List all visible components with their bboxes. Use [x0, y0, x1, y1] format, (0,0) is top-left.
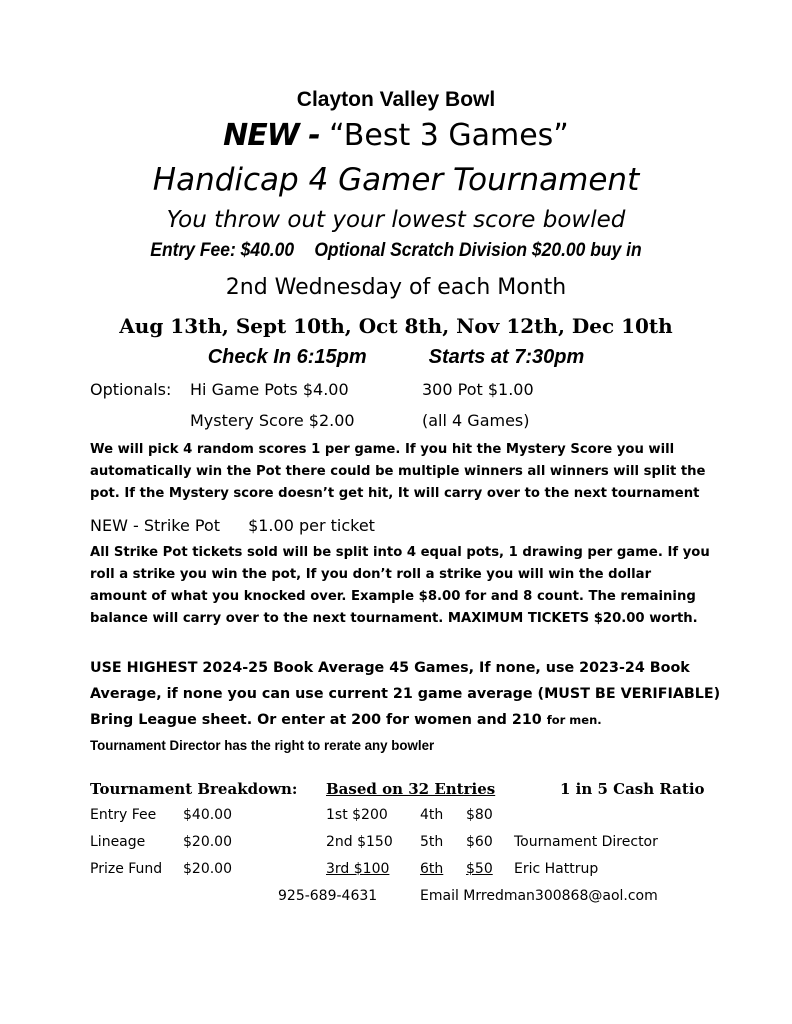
entry-fee: Entry Fee: $40.00	[150, 240, 295, 261]
strike-pot-line	[90, 516, 375, 535]
average-suffix: for men.	[546, 713, 602, 727]
director-label: Tournament Director	[514, 834, 658, 850]
cash-ratio: 1 in 5 Cash Ratio	[560, 780, 705, 798]
row-amount: $20.00	[183, 861, 232, 877]
strike-pot-description: All Strike Pot tickets sold will be split into 4 equal pots, 1 drawing per game. If you roll a strike you win the pot, If you don’t roll a strike you will win the dollar amount of what you knocked over. Example $8.00 for and 8 count. The remaining balance will carry over to the next tournament. MAXIMUM TICKETS $20.00 worth.	[90, 545, 710, 626]
row-label: Lineage	[90, 834, 146, 850]
place-2nd: 2nd $150	[326, 834, 393, 850]
email-address: Email Mrredman300868@aol.com	[420, 888, 658, 904]
row-label: Prize Fund	[90, 861, 163, 877]
start-time: Starts at 7:30pm	[428, 346, 585, 368]
mystery-score: Mystery Score $2.00	[190, 411, 355, 430]
scratch-division: Optional Scratch Division $20.00 buy in	[314, 240, 642, 261]
strike-pot-label: NEW - Strike Pot	[90, 516, 221, 535]
place-4th-amount: $80	[466, 807, 493, 823]
row-label: Entry Fee	[90, 807, 157, 823]
tournament-rule: You throw out your lowest score bowled	[166, 207, 626, 233]
average-rules	[90, 655, 730, 733]
hi-game-pot: Hi Game Pots $4.00	[190, 380, 349, 399]
mystery-description: We will pick 4 random scores 1 per game. If you hit the Mystery Score you will automatically win the Pot there could be multiple winners all winners will split the pot. If the Mystery score doesn’t get hit, It will carry over to the next tournament	[90, 442, 706, 501]
based-on-entries: Based on 32 Entries	[326, 780, 496, 798]
breakdown-heading: Tournament Breakdown:	[90, 780, 298, 798]
place-4th: 4th	[420, 807, 444, 823]
place-6th: 6th	[420, 861, 444, 877]
place-6th-amount: $50	[466, 861, 493, 877]
optionals-label: Optionals:	[90, 380, 172, 399]
dates: Aug 13th, Sept 10th, Oct 8th, Nov 12th, Dec 10th	[119, 314, 673, 338]
schedule: 2nd Wednesday of each Month	[225, 275, 567, 300]
row-amount: $20.00	[183, 834, 232, 850]
place-3rd: 3rd $100	[326, 861, 390, 877]
checkin-line	[0, 346, 792, 369]
tournament-subtitle: Handicap 4 Gamer Tournament	[152, 162, 640, 198]
check-in-time: Check In 6:15pm	[207, 346, 367, 368]
place-5th-amount: $60	[466, 834, 493, 850]
place-1st: 1st $200	[326, 807, 388, 823]
venue-name: Clayton Valley Bowl	[296, 88, 496, 111]
row-amount: $40.00	[183, 807, 232, 823]
place-5th: 5th	[420, 834, 444, 850]
phone-number: 925-689-4631	[278, 888, 378, 904]
strike-pot-price: $1.00 per ticket	[248, 516, 375, 535]
fees-line	[32, 240, 761, 262]
title-quote: “Best 3 Games”	[329, 118, 569, 153]
tournament-title	[0, 118, 792, 153]
all-games: (all 4 Games)	[422, 411, 530, 430]
new-tag: NEW -	[223, 118, 330, 153]
director-note: Tournament Director has the right to rerate any bowler	[90, 737, 435, 753]
pot-300: 300 Pot $1.00	[422, 380, 534, 399]
director-name: Eric Hattrup	[514, 861, 599, 877]
average-text: USE HIGHEST 2024-25 Book Average 45 Games, If none, use 2023-24 Book Average, if none you can use current 21 game average (MUST BE VERIFIABLE) Bring League sheet. Or enter at 200 for women and 210	[90, 660, 721, 728]
